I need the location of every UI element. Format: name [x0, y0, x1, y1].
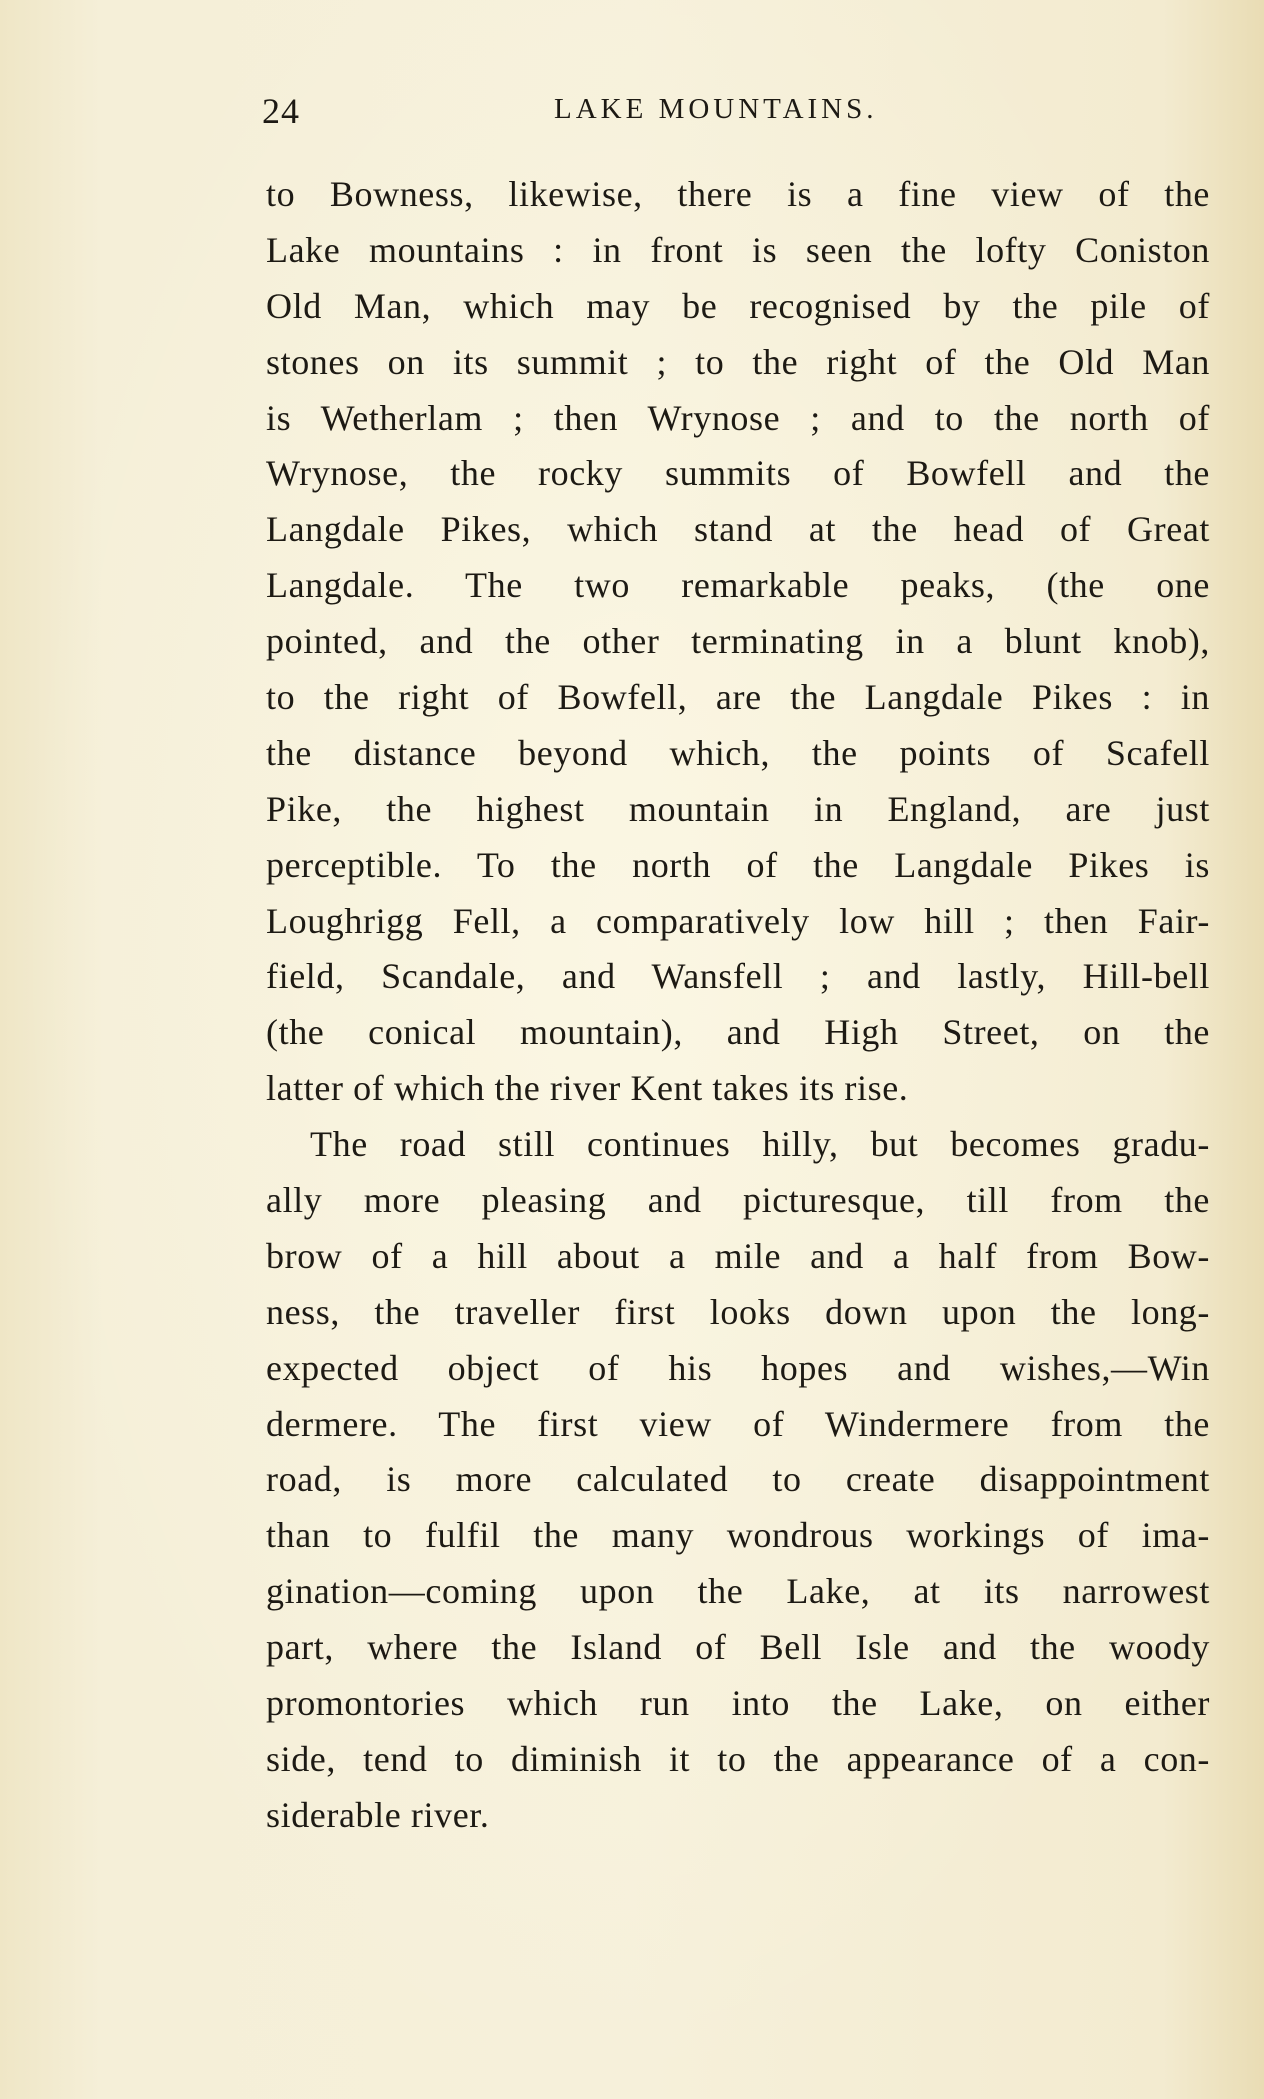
text-line: perceptible. To the north of the Langdale Pikes is — [266, 844, 1210, 885]
text-line: the distance beyond which, the points of Scafell — [266, 732, 1210, 773]
text-line: latter of which the river Kent takes its rise. — [266, 1068, 909, 1109]
text-line: than to fulfil the many wondrous workings of ima- — [266, 1515, 1210, 1556]
text-line: Loughrigg Fell, a comparatively low hill ; then Fair- — [266, 900, 1210, 941]
text-line: promontories which run into the Lake, on either — [266, 1683, 1210, 1724]
running-head: LAKE MOUNTAINS. — [554, 93, 878, 125]
page-header — [262, 90, 1222, 140]
text-line: pointed, and the other terminating in a blunt knob), — [266, 621, 1210, 662]
text-line: brow of a hill about a mile and a half from Bow- — [266, 1235, 1210, 1276]
text-line: road, is more calculated to create disappointment — [266, 1459, 1210, 1500]
text-line: The road still continues hilly, but becomes gradu- — [310, 1124, 1210, 1165]
text-line: stones on its summit ; to the right of the Old Man — [266, 341, 1210, 382]
text-line: ally more pleasing and picturesque, till from the — [266, 1180, 1210, 1221]
text-line: dermere. The first view of Windermere from the — [266, 1403, 1210, 1444]
text-line: ness, the traveller first looks down upon the long- — [266, 1291, 1210, 1332]
text-line: side, tend to diminish it to the appearance of a con- — [266, 1738, 1210, 1779]
text-line: to Bowness, likewise, there is a fine view of the — [266, 174, 1210, 214]
text-line: field, Scandale, and Wansfell ; and lastly, Hill-bell — [266, 956, 1210, 997]
text-line: expected object of his hopes and wishes,—Win — [266, 1347, 1210, 1388]
text-line: Pike, the highest mountain in England, are just — [266, 788, 1210, 829]
text-line: siderable river. — [266, 1794, 490, 1835]
text-line: Wrynose, the rocky summits of Bowfell and the — [266, 453, 1210, 494]
text-line: Lake mountains : in front is seen the lofty Coniston — [266, 229, 1210, 270]
text-line: is Wetherlam ; then Wrynose ; and to the north of — [266, 397, 1210, 438]
text-line: (the conical mountain), and High Street, on the — [266, 1012, 1210, 1053]
text-line: part, where the Island of Bell Isle and the woody — [266, 1627, 1210, 1668]
page-number: 24 — [262, 91, 300, 131]
text-line: Langdale Pikes, which stand at the head of Great — [266, 509, 1210, 550]
text-line: gination—coming upon the Lake, at its narrowest — [266, 1571, 1210, 1612]
text-line: Langdale. The two remarkable peaks, (the one — [266, 565, 1210, 606]
text-line: Old Man, which may be recognised by the pile of — [266, 285, 1210, 326]
body-text — [266, 167, 1210, 1844]
text-line: to the right of Bowfell, are the Langdale Pikes : in — [266, 677, 1210, 718]
